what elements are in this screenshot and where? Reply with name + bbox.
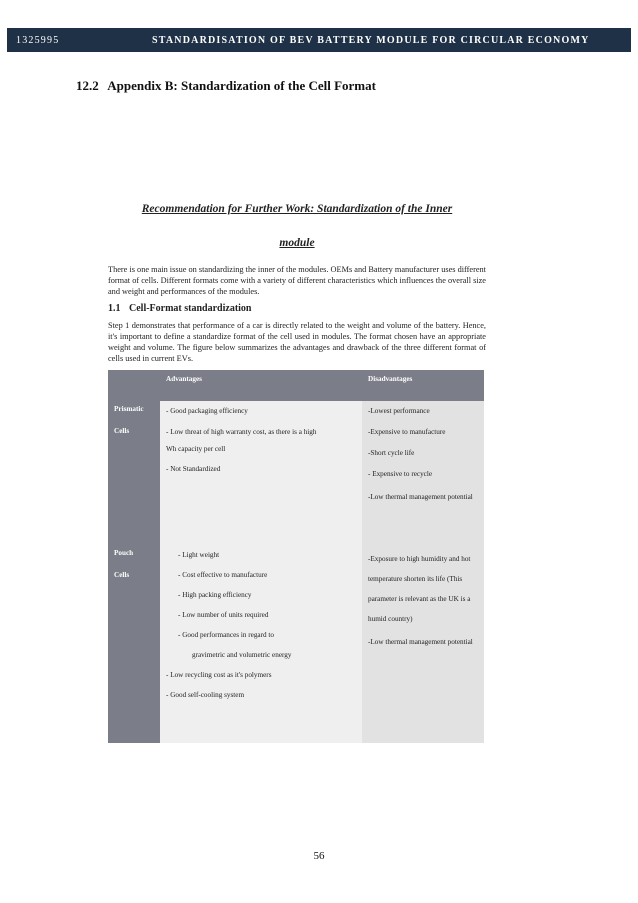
page-number: 56: [313, 850, 325, 862]
pouch-adv-6: - Low recycling cost as it's polymers: [166, 671, 272, 679]
table-row-prismatic: [108, 401, 484, 545]
prismatic-dis-1: -Lowest performance: [368, 407, 430, 415]
pouch-disadvantages: [362, 545, 484, 743]
row-label-pouch: [108, 545, 160, 743]
row-label-prismatic: [108, 401, 160, 545]
pouch-adv-5: - Good performances in regard to: [178, 631, 274, 639]
running-title: STANDARDISATION OF BEV BATTERY MODULE FOR CIRCULAR ECONOMY: [152, 34, 590, 46]
prismatic-advantages: [160, 401, 362, 545]
subheading-title: Cell-Format standardization: [129, 303, 252, 314]
prismatic-disadvantages: [362, 401, 484, 545]
table-corner-cell: [108, 370, 160, 401]
embedded-title-line1: Recommendation for Further Work: Standardization of the Inner: [141, 203, 453, 215]
table-header-row: [108, 370, 484, 401]
pouch-adv-1: - Light weight: [178, 551, 220, 559]
embedded-title-line2: module: [279, 237, 315, 249]
section-heading: [76, 78, 376, 94]
prismatic-label-line1: Prismatic: [114, 405, 144, 413]
prismatic-adv-2b: Wh capacity per cell: [166, 445, 226, 453]
pouch-adv-3: - High packing efficiency: [178, 591, 252, 599]
pouch-label-line2: Cells: [114, 571, 130, 579]
embedded-subheading: [108, 303, 486, 314]
section-number: 12.2: [76, 78, 99, 93]
prismatic-adv-2: - Low threat of high warranty cost, as there is a high: [166, 428, 317, 436]
pouch-adv-4: - Low number of units required: [178, 611, 269, 619]
disadvantages-header: Disadvantages: [362, 370, 484, 401]
prismatic-dis-5: -Low thermal management potential: [368, 493, 473, 501]
pouch-advantages: [160, 545, 362, 743]
embedded-body-paragraph: Step 1 demonstrates that performance of a car is directly related to the weight and volume of the battery. Hence, it's important to define a standardize format of the cell used in modules. The format chosen have an appropriate weight and volume. The figure below summarizes the advantages and drawback of the three different format of cells used in current EVs.: [108, 321, 486, 363]
prismatic-adv-1: - Good packaging efficiency: [166, 407, 248, 415]
pouch-dis-1: -Exposure to high humidity and hot temperature shorten its life (This parameter is relevant as the UK is a humid country): [368, 555, 471, 623]
pouch-dis-2: -Low thermal management potential: [368, 638, 473, 646]
prismatic-label-line2: Cells: [114, 427, 130, 435]
pouch-adv-5b: gravimetric and volumetric energy: [192, 651, 292, 659]
section-title: Appendix B: Standardization of the Cell Format: [107, 78, 376, 93]
advantages-header: Advantages: [160, 370, 362, 401]
prismatic-adv-3: - Not Standardized: [166, 465, 221, 473]
running-header: [7, 28, 631, 52]
table-row-pouch: [108, 545, 484, 743]
cell-format-table: [108, 370, 484, 743]
subheading-number: 1.1: [108, 303, 121, 314]
pouch-adv-7: - Good self-cooling system: [166, 691, 245, 699]
prismatic-dis-2: -Expensive to manufacture: [368, 428, 446, 436]
prismatic-dis-3: -Short cycle life: [368, 449, 415, 457]
student-id: 1325995: [16, 34, 60, 46]
prismatic-dis-4: - Expensive to recycle: [368, 470, 433, 478]
pouch-label-line1: Pouch: [114, 549, 134, 557]
pouch-adv-2: - Cost effective to manufacture: [178, 571, 268, 579]
embedded-intro-paragraph: There is one main issue on standardizing the inner of the modules. OEMs and Battery manufacturer uses different format of cells. Different formats come with a variety of different characteristics which influences the overall size and weight and performances of the modules.: [108, 265, 486, 296]
embedded-appendix-image: [108, 192, 486, 772]
